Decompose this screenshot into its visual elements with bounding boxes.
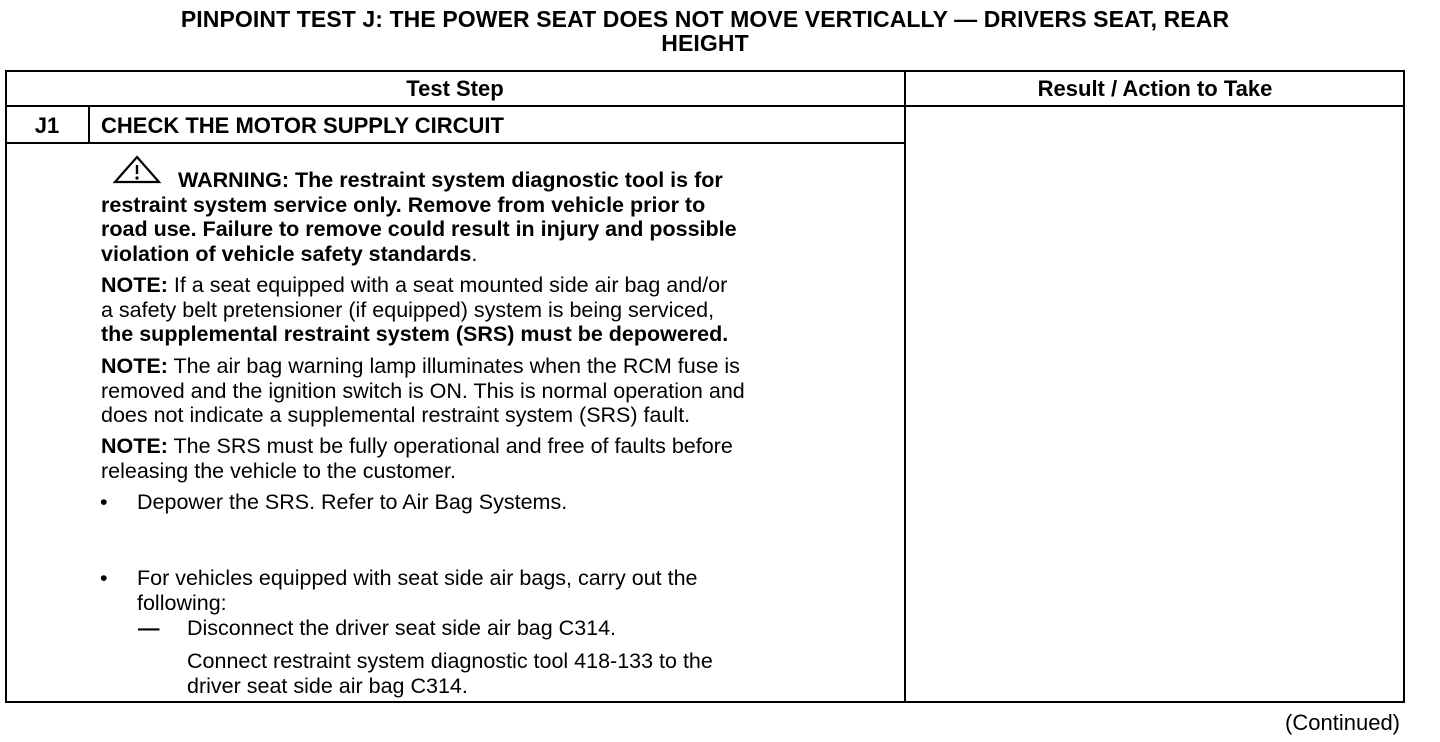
note-3 [101,434,891,483]
column-divider-result [904,70,906,703]
note-1-line-3: the supplemental restraint system (SRS) must be depowered. [101,322,729,346]
sub-item-dash: — [138,616,160,640]
bullet-2-mark: • [100,566,108,590]
note-2 [101,354,891,428]
note-1-line-2: a safety belt pretensioner (if equipped) system is being serviced, [101,297,715,322]
note-3-label: NOTE: [101,434,168,458]
note-1-label: NOTE: [101,273,168,297]
sub-item-line-3: driver seat side air bag C314. [187,673,468,698]
bullet-2-line-1: For vehicles equipped with seat side air bags, carry out the [137,566,698,590]
step-title-rule [5,142,905,144]
step-title: CHECK THE MOTOR SUPPLY CIRCUIT [101,113,504,138]
note-1-line-1 [101,273,891,298]
note-1 [101,273,891,347]
title-line-2: HEIGHT [661,30,749,56]
note-2-line-1-text: The air bag warning lamp illuminates when the RCM fuse is [167,354,740,378]
step-id: J1 [34,113,60,138]
warning-block [101,168,891,266]
note-2-line-3: does not indicate a supplemental restraint system (SRS) fault. [101,403,691,427]
bullet-2-line-2: following: [137,590,227,615]
note-3-line-1-text: The SRS must be fully operational and free of faults before [167,434,733,458]
warning-line-4-period: . [471,241,478,266]
note-2-line-1 [101,354,891,379]
note-3-line-2: releasing the vehicle to the customer. [101,458,456,483]
column-divider-step-id [88,105,90,143]
note-3-line-1 [101,434,891,459]
title-line-1: PINPOINT TEST J: THE POWER SEAT DOES NOT MOVE VERTICALLY — DRIVERS SEAT, REAR [180,6,1230,32]
sub-item-instruction [187,649,887,698]
bullet-2-text [137,566,897,615]
warning-line-1: WARNING: The restraint system diagnostic tool is for [178,168,723,192]
header-result-action: Result / Action to Take [1037,76,1273,101]
continued-label: (Continued) [1285,710,1400,735]
sub-item-line-2: Connect restraint system diagnostic tool 418-133 to the [187,649,713,673]
header-rule [5,105,1405,107]
page-title [0,7,1410,55]
bullet-1-text: Depower the SRS. Refer to Air Bag Systems. [137,490,568,514]
warning-line-2: restraint system service only. Remove from vehicle prior to [101,192,706,217]
warning-line-3: road use. Failure to remove could result in injury and possible [101,217,737,241]
warning-line-4 [101,242,891,267]
sub-item-line-1: Disconnect the driver seat side air bag C314. [187,616,617,640]
note-2-line-2: removed and the ignition switch is ON. This is normal operation and [101,378,745,403]
warning-line-4-text: violation of vehicle safety standards [101,241,472,266]
header-test-step: Test Step [406,76,504,101]
note-2-label: NOTE: [101,354,168,378]
note-1-line-1-text: If a seat equipped with a seat mounted side air bag and/or [167,273,728,297]
bullet-1-mark: • [100,490,108,514]
